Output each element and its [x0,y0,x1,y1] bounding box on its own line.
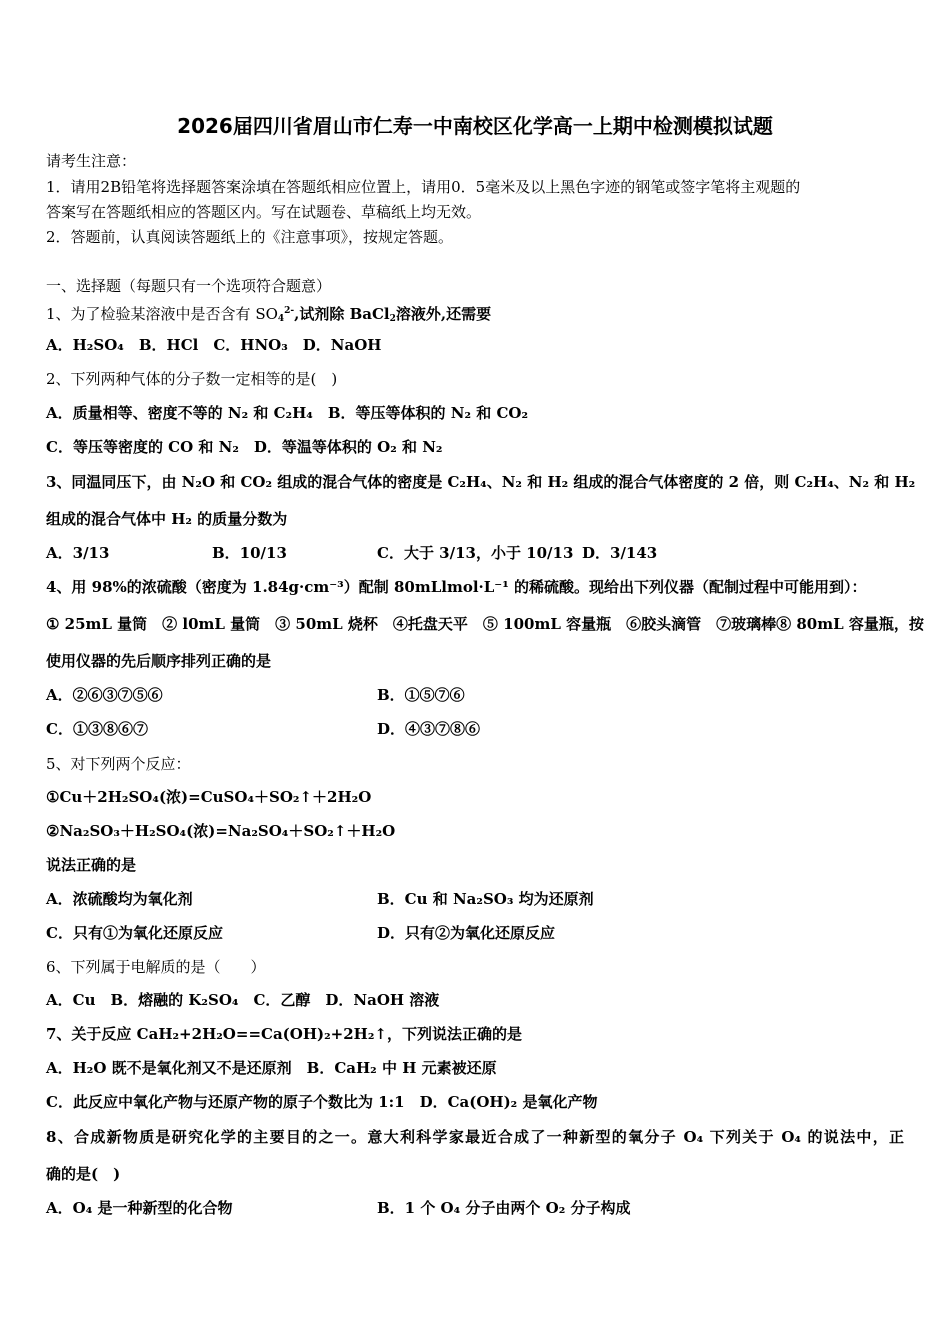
question-1-options: A．H₂SO₄ B．HCl C．HNO₃ D．NaOH [46,336,382,354]
question-1-stem-a: 1、为了检验某溶液中是否含有 SO [46,305,278,323]
question-1-stem-b: ,试剂除 BaCl [294,305,390,323]
notice-item-1-line-2: 答案写在答题纸相应的答题区内。写在试题卷、草稿纸上均无效。 [46,203,482,221]
notice-item-2: 2．答题前，认真阅读答题纸上的《注意事项》，按规定答题。 [46,228,454,246]
question-1-stem [46,301,491,329]
notice-item-1-line-1: 1．请用2B铅笔将选择题答案涂填在答题纸相应位置上，请用0．5毫米及以上黑色字迹的钢笔或签字笔将主观题的 [46,178,801,196]
question-3-option-c: C．大于 3/13，小于 10/13 [377,544,574,562]
question-4-stem-line-1: 4、用 98%的浓硫酸（密度为 1.84g·cm⁻³）配制 80mLlmol·L⁻¹ 的稀硫酸。现给出下列仪器（配制过程中可能用到）： [46,578,867,596]
question-5-stem: 5、对下列两个反应： [46,755,191,773]
question-5-option-d: D．只有②为氧化还原反应 [377,924,556,942]
question-7-options-cd: C．此反应中氧化产物与还原产物的原子个数比为 1:1 D．Ca(OH)₂ 是氧化产物 [46,1093,598,1111]
question-1-sub-4: 4 [277,314,285,324]
question-5-reaction-2: ②Na₂SO₃＋H₂SO₄(浓)=Na₂SO₄＋SO₂↑＋H₂O [46,822,396,840]
question-3-option-b: B．10/13 [212,544,287,562]
question-2-options-cd: C．等压等密度的 CO 和 N₂ D．等温等体积的 O₂ 和 N₂ [46,438,443,456]
question-3-stem-line-1: 3、同温同压下，由 N₂O 和 CO₂ 组成的混合气体的密度是 C₂H₄、N₂ 和 H₂ 组成的混合气体密度的 2 倍，则 C₂H₄、N₂ 和 H₂ [46,473,916,491]
question-5-option-c: C．只有①为氧化还原反应 [46,924,223,942]
question-6-stem: 6、下列属于电解质的是（ ） [46,958,266,976]
question-5-option-b: B．Cu 和 Na₂SO₃ 均为还原剂 [377,890,594,908]
question-7-options-ab: A．H₂O 既不是氧化剂又不是还原剂 B．CaH₂ 中 H 元素被还原 [46,1059,497,1077]
question-8-stem-line-1: 8、合成新物质是研究化学的主要目的之一。意大利科学家最近合成了一种新型的氧分子 O₄ 下列关于 O₄ 的说法中，正 [46,1128,904,1146]
question-5-reaction-1: ①Cu＋2H₂SO₄(浓)=CuSO₄＋SO₂↑＋2H₂O [46,788,372,806]
question-4-option-d: D．④③⑦⑧⑥ [377,720,481,738]
question-6-options: A．Cu B．熔融的 K₂SO₄ C．乙醇 D．NaOH 溶液 [46,991,440,1009]
question-5-ask: 说法正确的是 [46,856,137,874]
question-2-stem: 2、下列两种气体的分子数一定相等的是( ) [46,370,338,388]
question-8-stem-line-2: 确的是( ) [46,1165,121,1183]
question-5-option-a: A．浓硫酸均为氧化剂 [46,890,193,908]
question-7-stem: 7、关于反应 CaH₂+2H₂O==Ca(OH)₂+2H₂↑，下列说法正确的是 [46,1025,522,1043]
question-1-sub-2: 2 [389,314,396,324]
section-heading: 一、选择题（每题只有一个选项符合题意） [46,277,332,295]
question-3-option-d: D．3/143 [582,544,658,562]
question-4-stem-line-2: ① 25mL 量筒 ② l0mL 量筒 ③ 50mL 烧杯 ④托盘天平 ⑤ 100mL 容量瓶 ⑥胶头滴管 ⑦玻璃棒⑧ 80mL 容量瓶，按 [46,615,924,633]
question-3-option-a: A．3/13 [46,544,110,562]
page-title: 2026届四川省眉山市仁寿一中南校区化学高一上期中检测模拟试题 [177,114,773,138]
question-4-option-a: A．②⑥③⑦⑤⑥ [46,686,163,704]
notice-heading: 请考生注意： [46,152,137,170]
question-4-stem-line-3: 使用仪器的先后顺序排列正确的是 [46,652,272,670]
question-1-sup-charge: 2- [284,306,295,316]
question-1-stem-c: 溶液外,还需要 [395,305,492,323]
question-3-stem-line-2: 组成的混合气体中 H₂ 的质量分数为 [46,510,288,528]
question-2-options-ab: A．质量相等、密度不等的 N₂ 和 C₂H₄ B．等压等体积的 N₂ 和 CO₂ [46,404,529,422]
question-4-option-b: B．①⑤⑦⑥ [377,686,465,704]
question-4-option-c: C．①③⑧⑥⑦ [46,720,148,738]
question-8-option-a: A．O₄ 是一种新型的化合物 [46,1199,233,1217]
question-8-option-b: B．1 个 O₄ 分子由两个 O₂ 分子构成 [377,1199,631,1217]
